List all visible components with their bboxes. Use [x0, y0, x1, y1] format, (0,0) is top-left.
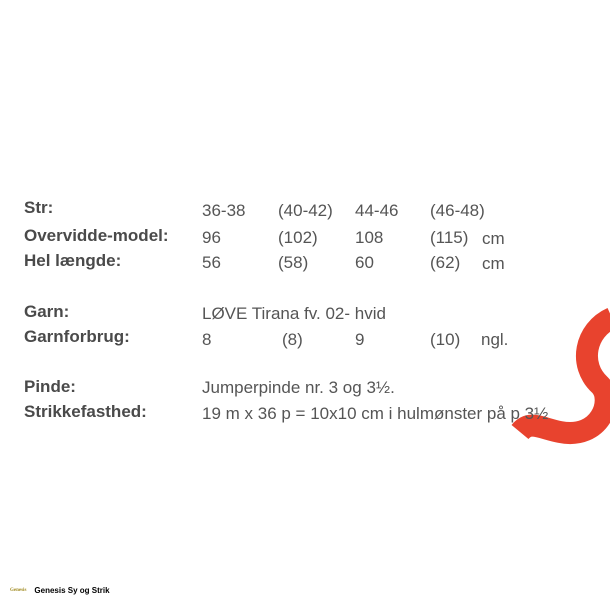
- size-value: 44-46: [355, 201, 399, 220]
- label-size: Str:: [24, 198, 54, 217]
- length-value: (58): [278, 253, 309, 272]
- label-length: Hel længde:: [24, 251, 122, 270]
- footer: [10, 586, 110, 595]
- label-chest-width: Overvidde-model:: [24, 226, 169, 245]
- length-value: 60: [355, 253, 374, 272]
- chest-value: 96: [202, 228, 221, 247]
- length-value: 56: [202, 253, 221, 272]
- chest-value: 108: [355, 228, 384, 247]
- usage-value: (10): [430, 330, 461, 349]
- size-value: (40-42): [278, 201, 333, 220]
- unit-balls: ngl.: [481, 330, 509, 349]
- usage-value: 9: [355, 330, 365, 349]
- label-needles: Pinde:: [24, 377, 76, 396]
- usage-value: (8): [282, 330, 303, 349]
- yarn-value: LØVE Tirana fv. 02- hvid: [202, 304, 386, 323]
- usage-value: 8: [202, 330, 212, 349]
- brand-name: Genesis Sy og Strik: [34, 586, 110, 595]
- label-yarn: Garn:: [24, 302, 70, 321]
- chest-value: (115): [430, 228, 469, 247]
- needles-value: Jumperpinde nr. 3 og 3½.: [202, 378, 395, 397]
- label-gauge: Strikkefasthed:: [24, 402, 147, 421]
- unit-cm: cm: [482, 254, 505, 273]
- length-value: (62): [430, 253, 461, 272]
- label-yarn-usage: Garnforbrug:: [24, 327, 130, 346]
- size-value: (46-48): [430, 201, 485, 220]
- unit-cm: cm: [482, 229, 505, 248]
- gauge-value: 19 m x 36 p = 10x10 cm i hulmønster på p 3½: [202, 404, 549, 423]
- genesis-logo: Genesis: [10, 588, 27, 593]
- size-value: 36-38: [202, 201, 246, 220]
- chest-value: (102): [278, 228, 318, 247]
